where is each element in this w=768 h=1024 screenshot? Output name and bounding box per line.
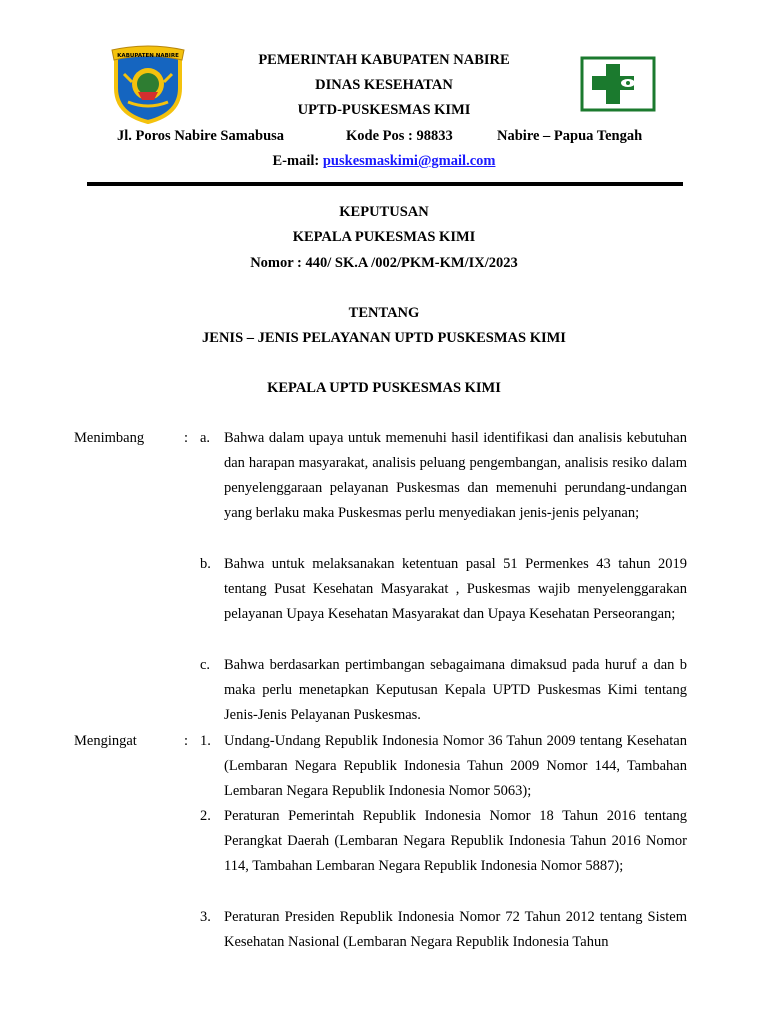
unit-name: UPTD-PUSKESMAS KIMI <box>297 102 471 118</box>
decree-subject: JENIS – JENIS PELAYANAN UPTD PUSKESMAS KIMI <box>202 330 566 346</box>
letterhead <box>0 0 768 190</box>
list-marker: 2. <box>200 808 211 824</box>
postal-code: Kode Pos : 98833 <box>346 128 453 144</box>
email-link[interactable]: puskesmaskimi@gmail.com <box>322 153 496 169</box>
puskesmas-cross-logo-icon <box>580 56 656 112</box>
decree-heading: KEPUTUSAN <box>339 204 429 220</box>
list-item: Bahwa dalam upaya untuk memenuhi hasil identifikasi dan analisis kebutuhan dan harapan masyarakat, analisis peluang pengembangan, analisis resiko dalam penyelenggaraan pelayanan Puskesmas dan memenuhi perundang-undangan yang berlaku maka Puskesmas perlu menyediakan jenis-jenis pelyanan; <box>224 430 687 521</box>
email-row <box>0 153 768 170</box>
menimbang-label: Menimbang <box>74 430 145 446</box>
decree-number: Nomor : 440/ SK.A /002/PKM-KM/IX/2023 <box>250 255 518 271</box>
list-item: Undang-Undang Republik Indonesia Nomor 36 Tahun 2009 tentang Kesehatan (Lembaran Negara Republik Indonesia Tahun 2009 Nomor 144, Tambahan Lembaran Negara Republik Indonesia Nomor 5063); <box>224 733 687 799</box>
list-marker: 1. <box>200 733 211 749</box>
list-marker: a. <box>200 430 211 446</box>
decree-issuer: KEPALA UPTD PUSKESMAS KIMI <box>267 380 501 396</box>
list-item: Bahwa berdasarkan pertimbangan sebagaimana dimaksud pada huruf a dan b maka perlu menetapkan Keputusan Kepala UPTD Puskesmas Kimi tentang Jenis-Jenis Pelayanan Puskesmas. <box>224 657 687 723</box>
decree-about-label: TENTANG <box>348 305 420 321</box>
office-location: Nabire – Papua Tengah <box>497 128 643 144</box>
mengingat-colon: : <box>184 733 189 749</box>
list-item: Bahwa untuk melaksanakan ketentuan pasal 51 Permenkes 43 tahun 2019 tentang Pusat Kesehatan Masyarakat , Puskesmas wajib menyelenggarakan pelayanan Upaya Kesehatan Masyarakat dan Upaya Kesehatan Perseorangan; <box>224 556 687 622</box>
list-marker: b. <box>200 556 211 572</box>
list-item: Peraturan Presiden Republik Indonesia Nomor 72 Tahun 2012 tentang Sistem Kesehatan Nasional (Lembaran Negara Republik Indonesia Tahun <box>224 909 687 950</box>
emblem-banner-text: KABUPATEN NABIRE <box>117 53 179 59</box>
decree-subheading: KEPALA PUKESMAS KIMI <box>292 229 476 245</box>
office-address: Jl. Poros Nabire Samabusa <box>117 128 285 144</box>
mengingat-label: Mengingat <box>74 733 137 749</box>
list-marker: 3. <box>200 909 211 925</box>
letterhead-divider <box>87 182 683 186</box>
government-name: PEMERINTAH KABUPATEN NABIRE <box>258 52 510 68</box>
list-item: Peraturan Pemerintah Republik Indonesia Nomor 18 Tahun 2016 tentang Perangkat Daerah (Lembaran Negara Republik Indonesia Tahun 2016 Nomor 114, Tambahan Lembaran Negara Republik Indonesia Nomor 5887); <box>224 808 687 874</box>
department-name: DINAS KESEHATAN <box>315 77 453 93</box>
email-label: E-mail: <box>272 153 320 169</box>
menimbang-colon: : <box>184 430 189 446</box>
list-marker: c. <box>200 657 211 673</box>
